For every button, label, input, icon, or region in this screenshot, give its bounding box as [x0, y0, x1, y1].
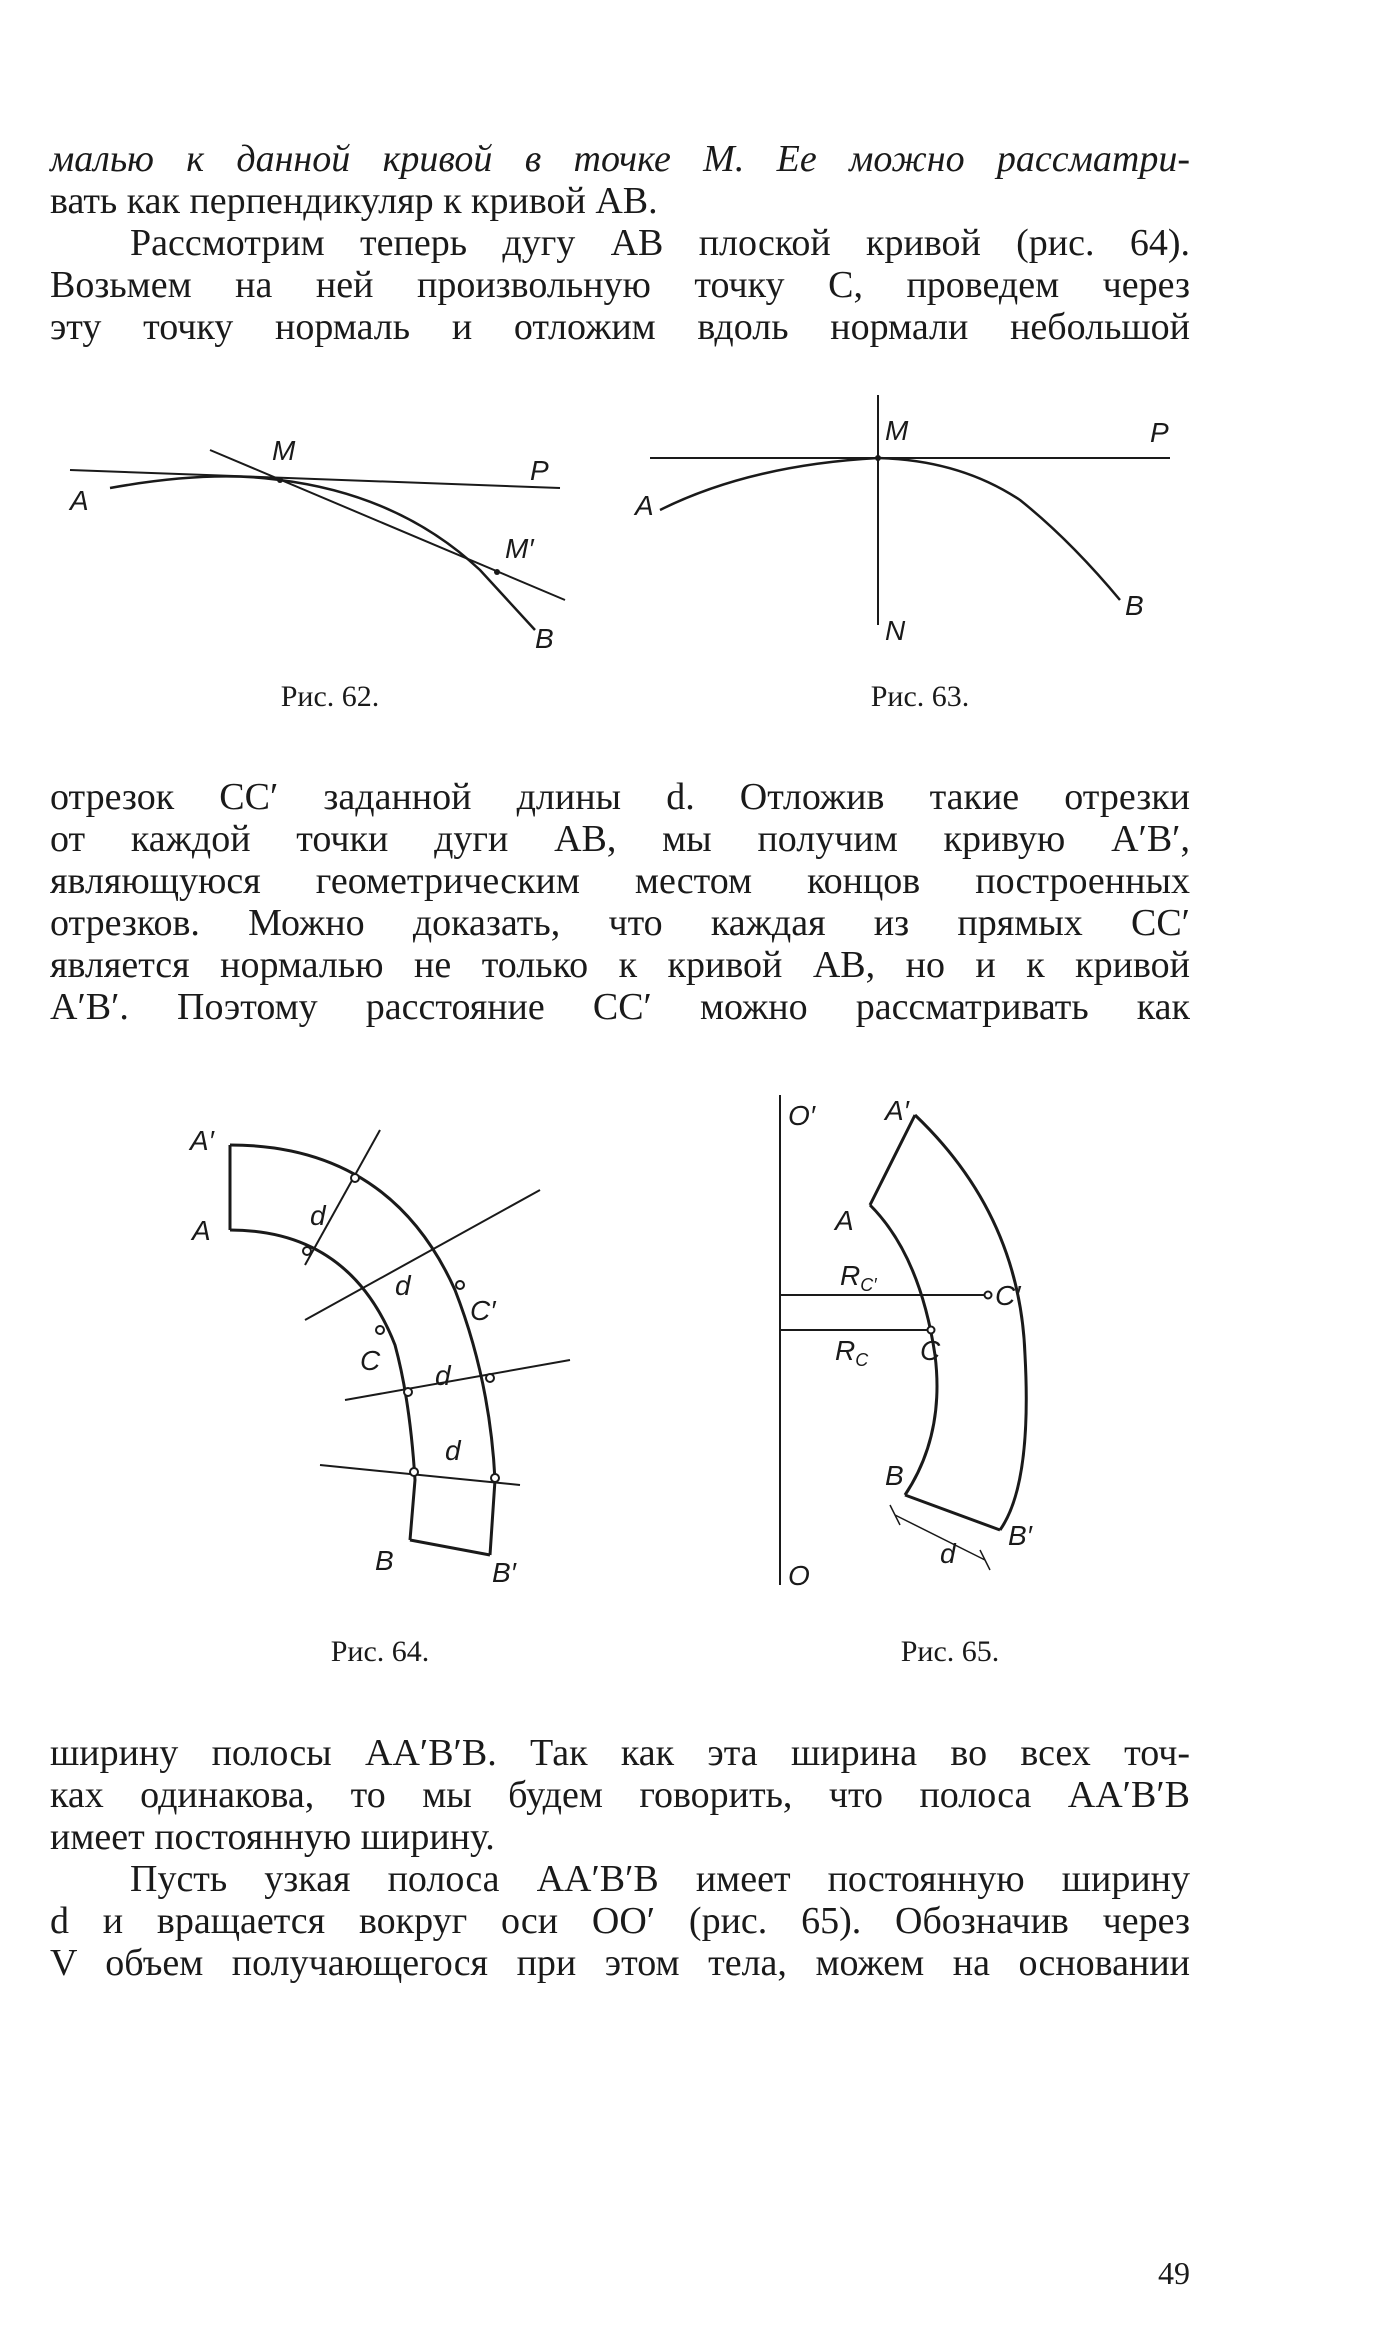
p1-line-1: малью к данной кривой в точке M. Ее можно рассматри-	[50, 138, 1190, 180]
fig65-label-c: C	[920, 1335, 941, 1366]
fig65-label-a-prime: A′	[885, 1095, 909, 1126]
fig65-label-o: O	[788, 1560, 810, 1591]
fig64-label-b-prime: B′	[492, 1557, 516, 1588]
p4-line-2: ках одинакова, то мы будем говорить, что полоса AA′B′B	[50, 1774, 1190, 1816]
fig65-label-d: d	[940, 1538, 956, 1569]
caption-fig65: Рис. 65.	[900, 1635, 1000, 1668]
paragraph-4	[50, 1732, 1190, 1858]
fig64-label-a-prime: A′	[190, 1125, 214, 1156]
figure-64	[180, 1100, 580, 1590]
p3-line-5: является нормалью не только к кривой AB, но и к кривой	[50, 944, 1190, 986]
caption-fig64: Рис. 64.	[330, 1635, 430, 1668]
fig63-label-m: M	[885, 415, 909, 446]
fig62-label-p: P	[530, 455, 549, 486]
fig64-label-d1: d	[310, 1200, 326, 1231]
fig63-label-n: N	[885, 615, 906, 646]
p3-line-2: от каждой точки дуги AB, мы получим кривую A′B′,	[50, 818, 1190, 860]
p5-line-2: d и вращается вокруг оси OO′ (рис. 65). Обозначив через	[50, 1900, 1190, 1942]
p4-line-3: имеет постоянную ширину.	[50, 1816, 495, 1858]
fig62-label-b: B	[535, 623, 554, 654]
fig65-label-c-prime: C′	[995, 1280, 1021, 1311]
fig65-label-a: A	[835, 1205, 854, 1236]
figure-63	[630, 390, 1190, 650]
paragraph-1	[50, 138, 1190, 222]
p3-line-4: отрезков. Можно доказать, что каждая из прямых CC′	[50, 902, 1190, 944]
p3-line-6: A′B′. Поэтому расстояние CC′ можно рассматривать как	[50, 986, 1190, 1028]
fig62-label-m-prime: M′	[505, 533, 534, 564]
fig62-label-a: A	[70, 485, 89, 516]
caption-fig63: Рис. 63.	[870, 680, 970, 713]
p5-line-1: Пусть узкая полоса AA′B′B имеет постоянную ширину	[130, 1858, 1190, 1900]
paragraph-2	[50, 222, 1190, 348]
p2-line-2: Возьмем на ней произвольную точку C, проведем через	[50, 264, 1190, 306]
p4-line-1: ширину полосы AA′B′B. Так как эта ширина во всех точ-	[50, 1732, 1190, 1774]
figure-62	[60, 420, 600, 660]
fig62-label-m: M	[272, 435, 296, 466]
p2-line-3: эту точку нормаль и отложим вдоль нормали небольшой	[50, 306, 1190, 348]
fig64-label-c: C	[360, 1345, 381, 1376]
fig65-label-rc-prime: $R_{C'}$	[840, 1260, 877, 1295]
fig64-label-d2: d	[395, 1270, 411, 1301]
fig64-label-c-prime: C′	[470, 1295, 496, 1326]
p1-line-2: вать как перпендикуляр к кривой AB.	[50, 180, 658, 222]
p3-line-1: отрезок CC′ заданной длины d. Отложив такие отрезки	[50, 776, 1190, 818]
paragraph-3	[50, 776, 1190, 1028]
fig64-label-d3: d	[435, 1360, 451, 1391]
fig63-label-p: P	[1150, 417, 1169, 448]
fig63-label-a: A	[635, 490, 654, 521]
fig64-label-a: A	[192, 1215, 211, 1246]
fig65-label-b-prime: B′	[1008, 1520, 1032, 1551]
paragraph-5	[50, 1858, 1190, 1984]
caption-fig62: Рис. 62.	[280, 680, 380, 713]
fig64-label-d4: d	[445, 1435, 461, 1466]
page-number: 49	[1158, 2255, 1190, 2291]
fig65-label-rc: $R_C$	[835, 1335, 869, 1370]
figure-65	[770, 1085, 1170, 1595]
fig64-label-b: B	[375, 1545, 394, 1576]
p3-line-3: являющуюся геометрическим местом концов построенных	[50, 860, 1190, 902]
fig63-label-b: B	[1125, 590, 1144, 621]
fig65-label-o-prime: O′	[788, 1100, 816, 1131]
p5-line-3: V объем получающегося при этом тела, можем на основании	[50, 1942, 1190, 1984]
fig65-label-b: B	[885, 1460, 904, 1491]
p2-line-1: Рассмотрим теперь дугу AB плоской кривой (рис. 64).	[130, 222, 1190, 264]
